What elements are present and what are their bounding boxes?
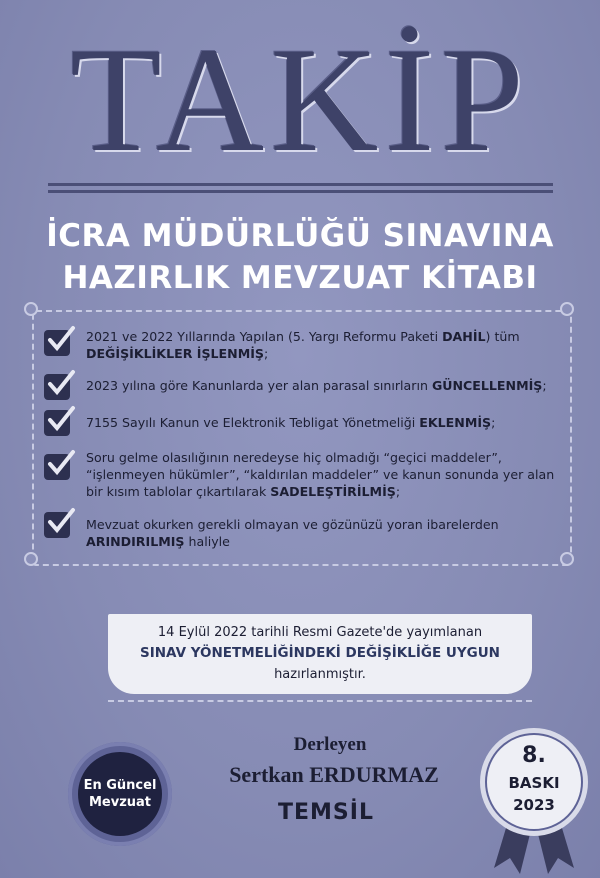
feature-item-2: 2023 yılına göre Kanunlarda yer alan parasal sınırların GÜNCELLENMİŞ;	[86, 378, 547, 393]
edition-number: 8.	[522, 743, 546, 768]
box-corner	[560, 302, 574, 316]
up-to-date-badge	[68, 742, 172, 846]
checkmark-icon	[44, 330, 70, 356]
compliance-panel	[108, 614, 532, 694]
subtitle-line-1: İCRA MÜDÜRLÜĞÜ SINAVINA	[46, 218, 554, 254]
publisher-name: TEMSİL	[278, 800, 374, 825]
feature-item-1: 2021 ve 2022 Yıllarında Yapılan (5. Yargı Reformu Paketi DAHİL) tüm DEĞİŞİKLİKLER İŞLENMİŞ;	[86, 329, 520, 361]
feature-item-4: Soru gelme olasılığının neredeyse hiç olmadığı “geçici maddeler”, “işlenmeyen hükümler”, “kaldırılan maddeler” ve kanun sonunda yer alan bir kısım tablolar çıkartılarak SADELEŞTİRİLMİŞ;	[86, 450, 555, 499]
title-rule-bottom	[48, 190, 553, 193]
checkmark-icon	[44, 512, 70, 538]
checkmark-icon	[44, 374, 70, 400]
edition-rosette-icon	[472, 718, 596, 878]
publisher-logo	[278, 800, 378, 830]
author-label: Derleyen	[293, 734, 367, 755]
author-name: Sertkan ERDURMAZ	[229, 762, 439, 787]
box-corner	[24, 302, 38, 316]
checkmark-icon	[44, 454, 70, 480]
panel-line-1: 14 Eylül 2022 tarihli Resmi Gazete'de yayımlanan	[157, 625, 483, 640]
feature-item-3: 7155 Sayılı Kanun ve Elektronik Tebligat Yönetmeliği EKLENMİŞ;	[86, 415, 496, 430]
edition-label: BASKI	[508, 774, 560, 792]
subtitle-line-2: HAZIRLIK MEVZUAT KİTABI	[62, 260, 538, 296]
edition-year: 2023	[513, 796, 555, 814]
panel-dashed-rule	[108, 700, 532, 702]
checkmark-icon	[44, 410, 70, 436]
book-title: TAKİP	[70, 17, 530, 183]
box-corner	[560, 552, 574, 566]
feature-item-5: Mevzuat okurken gerekli olmayan ve gözünüzü yoran ibarelerden ARINDIRILMIŞ haliyle	[86, 517, 499, 549]
box-corner	[24, 552, 38, 566]
panel-line-2: SINAV YÖNETMELİĞİNDEKİ DEĞİŞİKLİĞE UYGUN	[140, 645, 500, 661]
panel-line-3: hazırlanmıştır.	[274, 667, 366, 682]
badge-line-2: Mevzuat	[88, 795, 152, 810]
title-rule-top	[48, 183, 553, 186]
badge-line-1: En Güncel	[83, 778, 157, 793]
